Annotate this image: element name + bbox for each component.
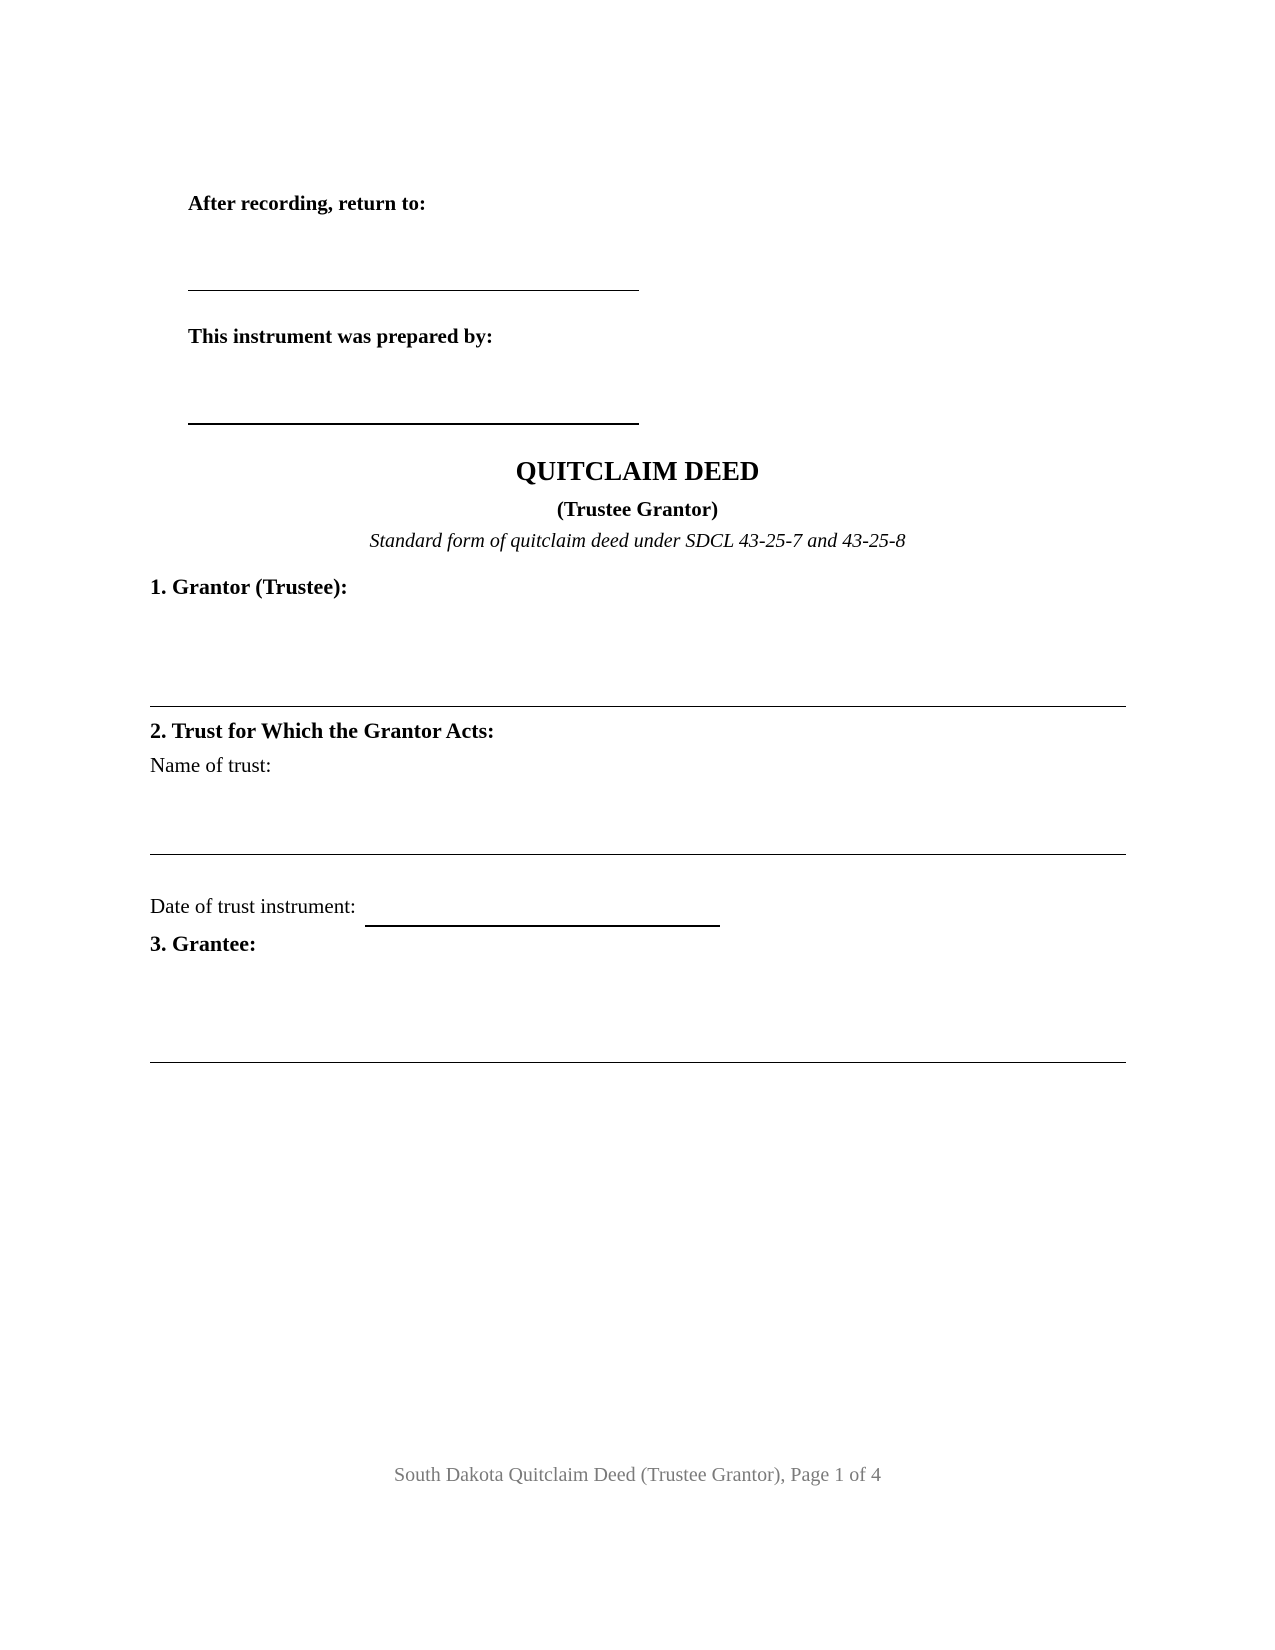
grantee-line[interactable]: [150, 1062, 1126, 1063]
prepared-by-label: This instrument was prepared by:: [188, 324, 493, 348]
return-to-line[interactable]: [188, 290, 639, 291]
trust-date-line[interactable]: [365, 925, 720, 927]
trust-name-label: Name of trust:: [150, 753, 272, 777]
section-grantor-heading: 1. Grantor (Trustee):: [150, 574, 348, 599]
grantor-line[interactable]: [150, 706, 1126, 707]
page-footer: South Dakota Quitclaim Deed (Trustee Grantor), Page 1 of 4: [394, 1464, 881, 1486]
document-subtitle: (Trustee Grantor): [556, 497, 719, 521]
document-title: QUITCLAIM DEED: [515, 456, 760, 486]
trust-name-line[interactable]: [150, 854, 1126, 855]
return-to-label: After recording, return to:: [188, 191, 426, 215]
statute-note: Standard form of quitclaim deed under SDCL 43-25-7 and 43-25-8: [369, 530, 906, 552]
section-trust-heading: 2. Trust for Which the Grantor Acts:: [150, 718, 495, 743]
trust-date-label: Date of trust instrument:: [150, 894, 356, 918]
section-grantee-heading: 3. Grantee:: [150, 931, 257, 956]
prepared-by-line[interactable]: [188, 423, 639, 425]
